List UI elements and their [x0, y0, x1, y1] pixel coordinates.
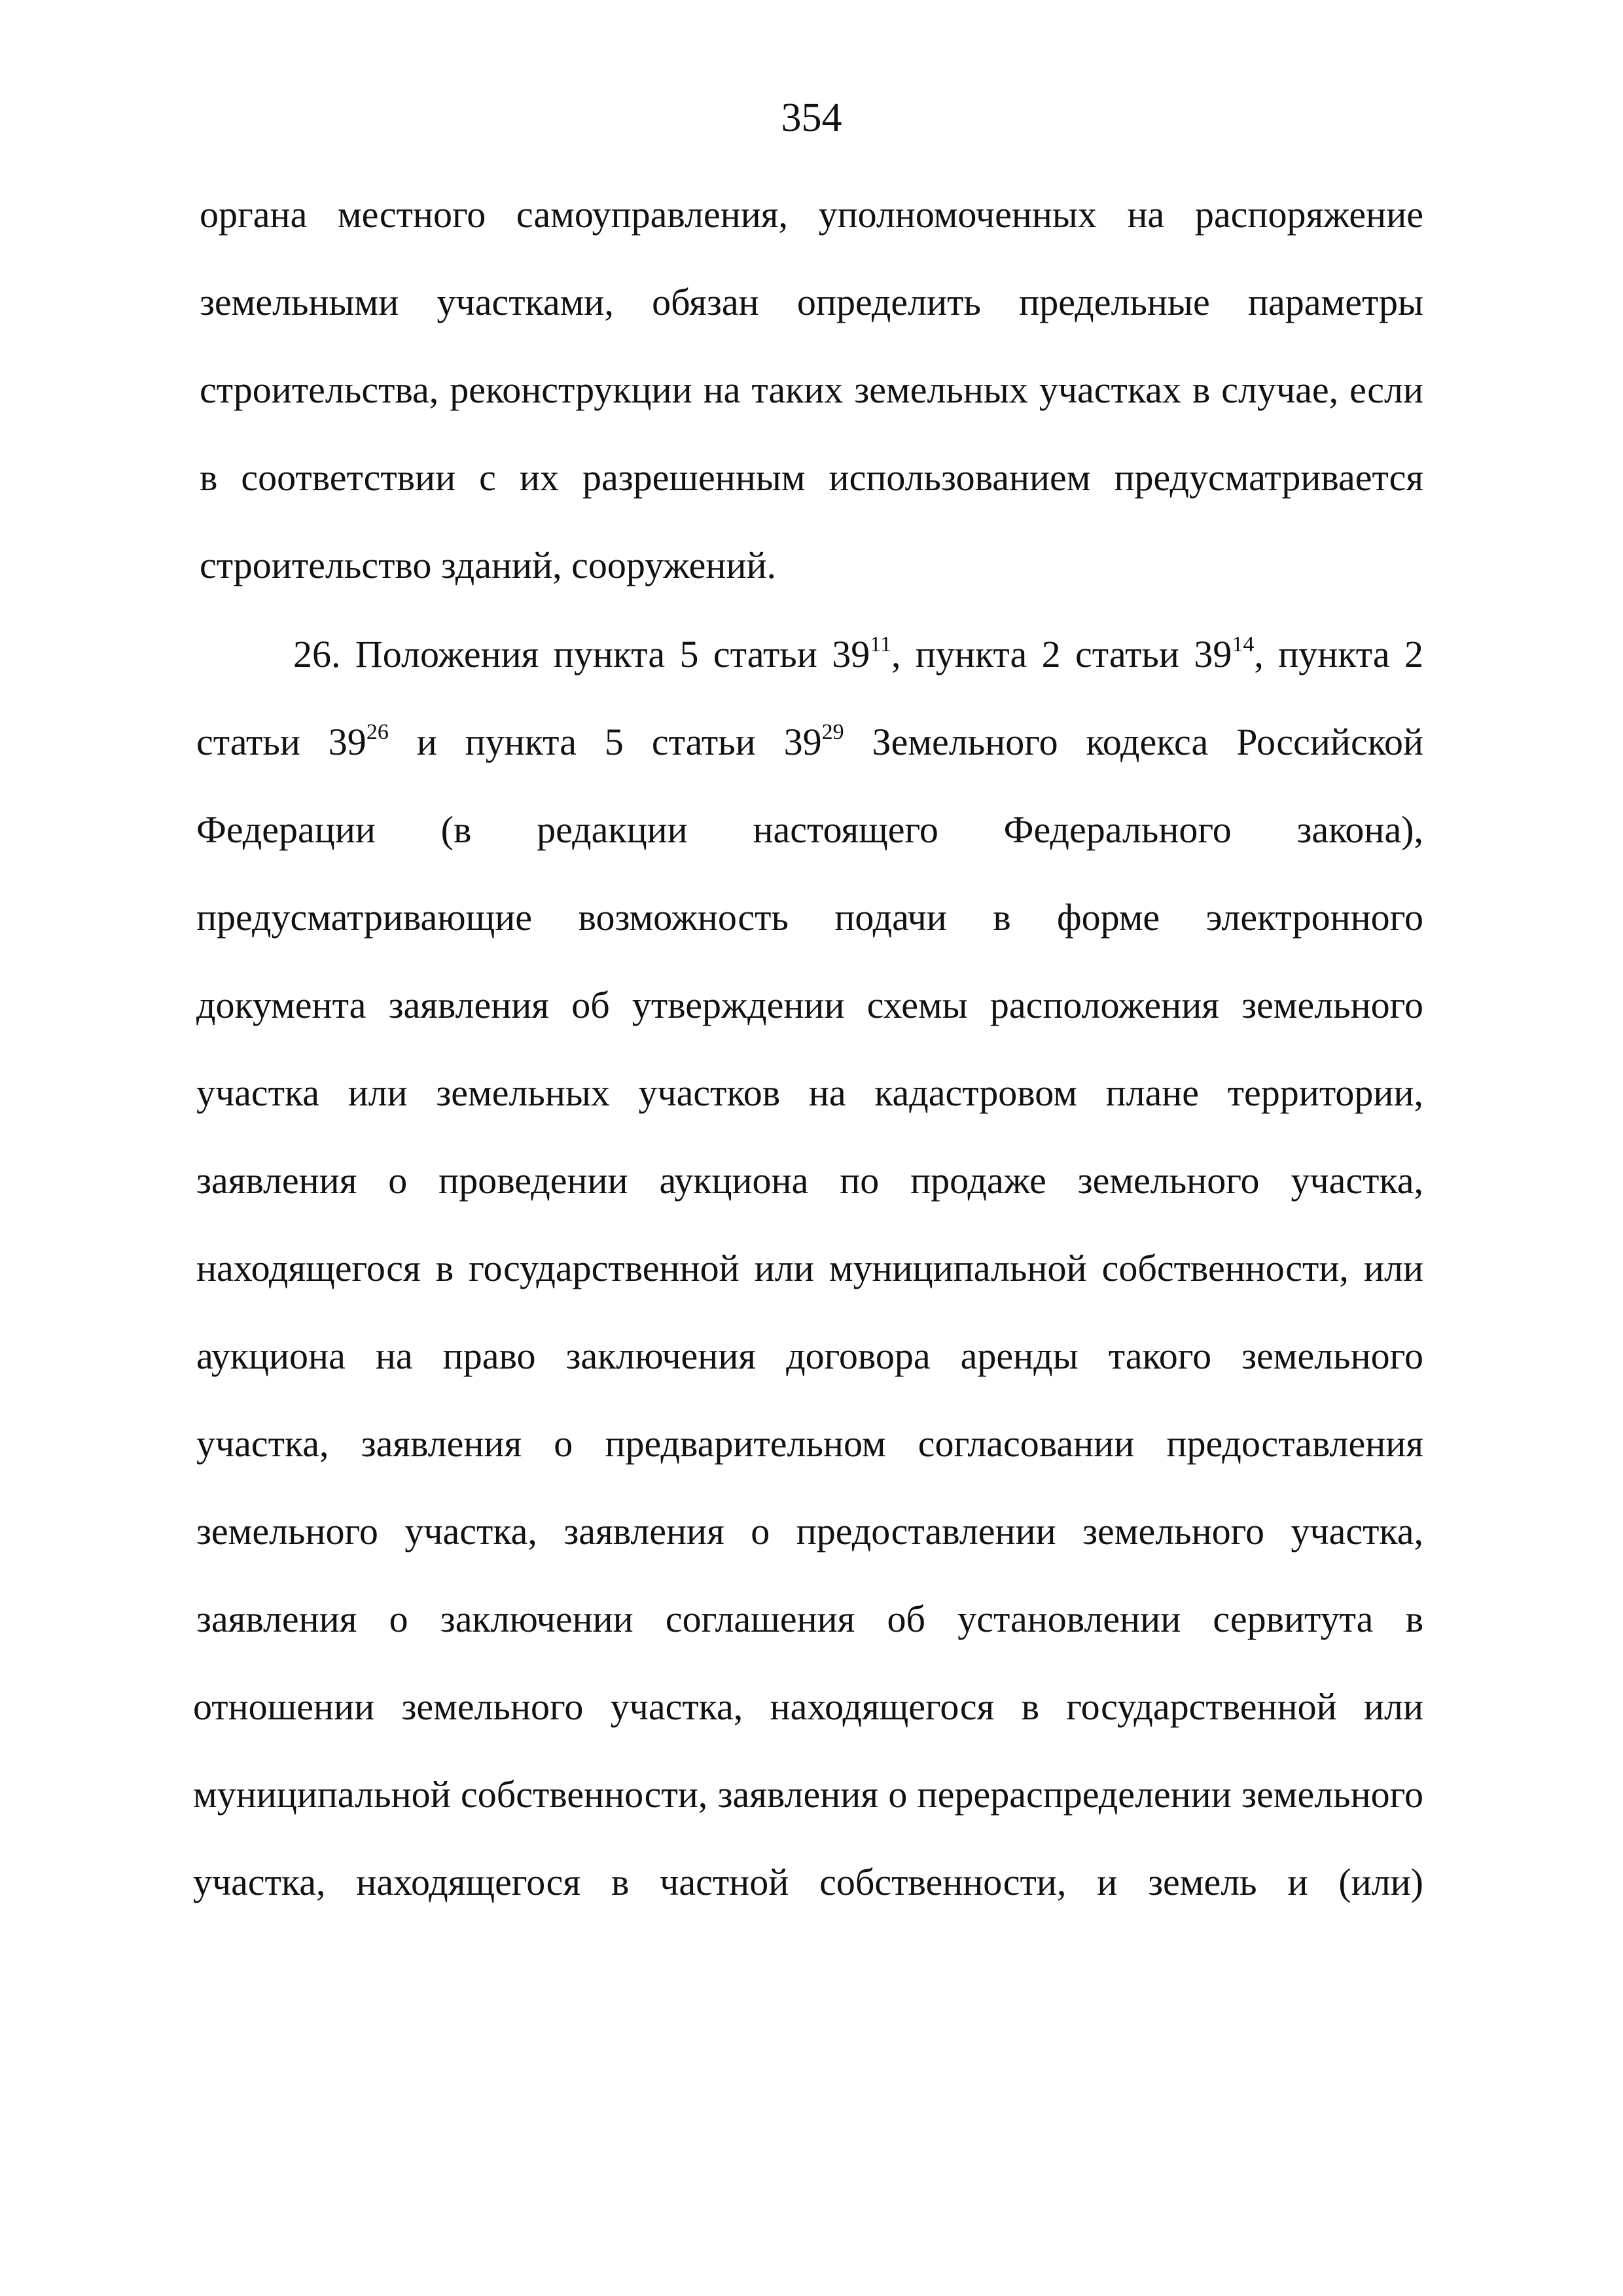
text-line: муниципальной собственности, заявления о перераспределении земельного — [193, 1773, 1423, 1816]
text-run: , пункта 2 статьи 39 — [891, 633, 1232, 675]
superscript: 29 — [821, 720, 844, 744]
text-run: Земельного кодекса Российской — [844, 721, 1423, 763]
superscript: 26 — [366, 720, 389, 744]
text-line: предусматривающие возможность подачи в форме электронного — [196, 896, 1423, 939]
text-line: аукциона на право заключения договора аренды такого земельного — [196, 1335, 1423, 1377]
text-run: , пункта 2 — [1254, 633, 1423, 675]
text-run: 26. Положения пункта 5 статьи 39 — [293, 633, 870, 675]
text-line: строительство зданий, сооружений. — [200, 544, 777, 586]
text-line: находящегося в государственной или муниципальной собственности, или — [196, 1247, 1423, 1289]
text-line: участка или земельных участков на кадастровом плане территории, — [196, 1071, 1423, 1114]
paragraph-26-second-line — [196, 716, 1423, 768]
text-line: в соответствии с их разрешенным использованием предусматривается — [200, 456, 1423, 499]
text-line: Федерации (в редакции настоящего Федерального закона), — [196, 808, 1423, 851]
text-line: заявления о проведении аукциона по продаже земельного участка, — [196, 1159, 1423, 1202]
text-run: и пункта 5 статьи 39 — [388, 721, 822, 763]
paragraph-26-first-line — [293, 628, 1423, 681]
text-line: участка, находящегося в частной собственности, и земель и (или) — [193, 1861, 1423, 1903]
text-line: отношении земельного участка, находящегося в государственной или — [193, 1685, 1423, 1728]
text-line: заявления о заключении соглашения об установлении сервитута в — [196, 1598, 1423, 1640]
text-line: документа заявления об утверждении схемы расположения земельного — [196, 984, 1423, 1026]
text-line: участка, заявления о предварительном согласовании предоставления — [196, 1422, 1423, 1465]
page-number: 354 — [781, 96, 842, 140]
text-line: органа местного самоуправления, уполномоченных на распоряжение — [200, 193, 1423, 236]
text-line: земельными участками, обязан определить предельные параметры — [200, 281, 1423, 323]
superscript: 11 — [870, 632, 891, 656]
superscript: 14 — [1232, 632, 1255, 656]
text-run: статьи 39 — [196, 721, 366, 763]
text-line: строительства, реконструкции на таких земельных участках в случае, если — [200, 368, 1423, 411]
text-line: земельного участка, заявления о предоставлении земельного участка, — [196, 1510, 1423, 1552]
